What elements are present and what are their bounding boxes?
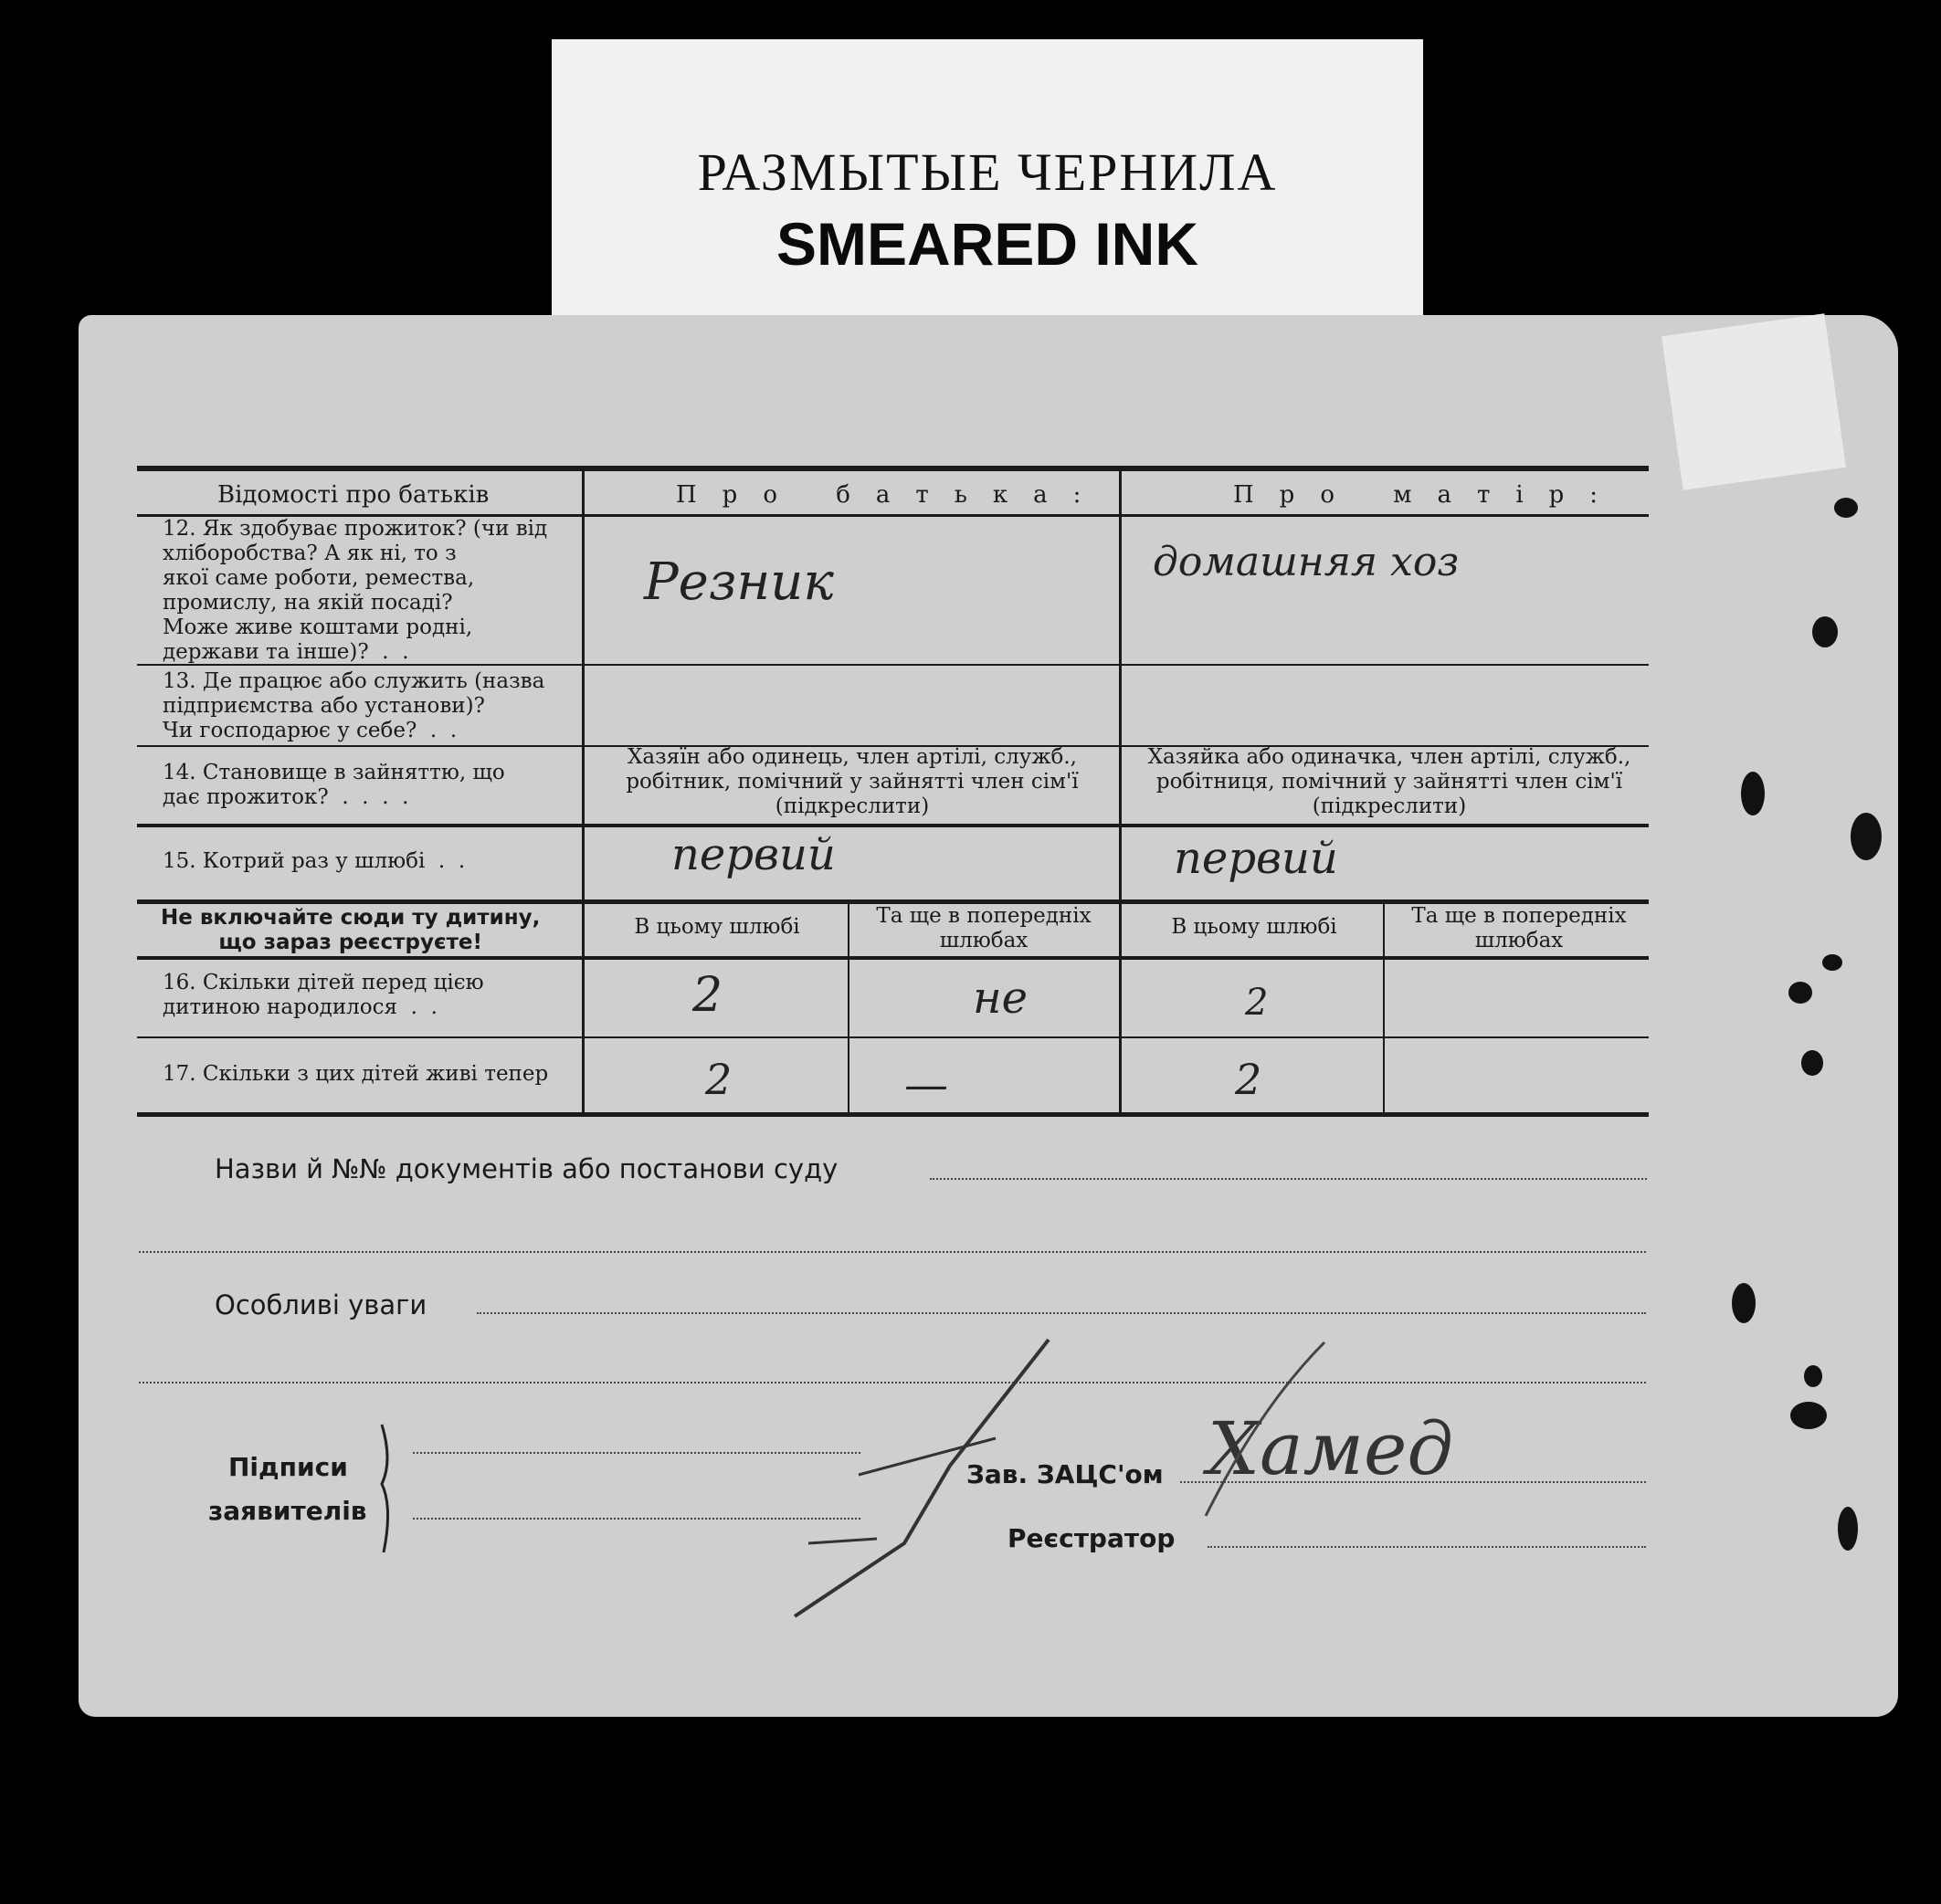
question-15: 15. Котрий раз у шлюбі . . bbox=[163, 849, 466, 873]
q16-father-this: 2 bbox=[692, 968, 723, 1023]
slash-stroke bbox=[859, 1438, 996, 1475]
q12-father-answer: Резник bbox=[644, 552, 834, 612]
head-label: Зав. ЗАЦС'ом bbox=[966, 1459, 1164, 1489]
signatures-label-1: Підписи bbox=[228, 1452, 348, 1482]
subheader-father-this-marriage: В цьому шлюбі bbox=[634, 915, 800, 939]
q17-father-this: 2 bbox=[705, 1055, 733, 1104]
question-14: 14. Становище в зайняттю, що дає прожиток? . . . . bbox=[163, 761, 505, 809]
question-17: 17. Скільки з цих дітей живі тепер bbox=[163, 1062, 549, 1086]
q16-father-previous: не bbox=[973, 973, 1029, 1024]
q15-mother-answer: первий bbox=[1174, 833, 1338, 884]
signatures-label-2: заявителів bbox=[208, 1496, 367, 1526]
remarks-label: Особливі уваги bbox=[215, 1289, 427, 1320]
label-russian: РАЗМЫТЫЕ ЧЕРНИЛА bbox=[697, 142, 1278, 202]
header-father: Про батька: bbox=[676, 481, 1107, 509]
question-12: 12. Як здобуває прожиток? (чи від хліборобства? А як ні, то з якої саме роботи, ремества, промислу, на якій посаді? Може живе коштами родні, держави та інше)? . . bbox=[163, 517, 548, 664]
header-parents-info: Відомості про батьків bbox=[217, 481, 490, 509]
q15-father-answer: первий bbox=[671, 829, 836, 880]
label-english: SMEARED INK bbox=[775, 210, 1199, 278]
header-mother: Про матір: bbox=[1233, 481, 1624, 509]
q12-mother-answer: домашняя хоз bbox=[1153, 539, 1460, 585]
q14-father-options: Хазяїн або одинець, член артілі, служб., робітник, помічний у зайнятті член сім'ї (підкреслити) bbox=[626, 745, 1079, 818]
cross-stroke bbox=[808, 1539, 877, 1543]
registrar-label: Реєстратор bbox=[1007, 1523, 1176, 1553]
q16-mother-this: 2 bbox=[1245, 982, 1269, 1024]
documents-label: Назви й №№ документів або постанови суду bbox=[215, 1153, 839, 1184]
q17-father-previous: — bbox=[904, 1059, 948, 1110]
head-signature: Хамед bbox=[1208, 1406, 1454, 1491]
q14-mother-options: Хазяйка або одиначка, член артілі, служб., робітниця, помічний у зайнятті член сім'ї (підкреслити) bbox=[1147, 745, 1631, 818]
question-13: 13. Де працює або служить (назва підприємства або установи)? Чи господарює у себе? . . bbox=[163, 669, 545, 742]
stamp-line-stroke bbox=[795, 1340, 1049, 1616]
brace-stroke bbox=[382, 1425, 388, 1552]
subheader-mother-this-marriage: В цьому шлюбі bbox=[1171, 915, 1337, 939]
exclusion-note: Не включайте сюди ту дитину, що зараз реєструєте! bbox=[161, 906, 541, 954]
subheader-mother-previous: Та ще в попередніх шлюбах bbox=[1411, 904, 1627, 952]
question-16: 16. Скільки дітей перед цією дитиною народилося . . bbox=[163, 971, 484, 1019]
q17-mother-this: 2 bbox=[1235, 1055, 1262, 1104]
subheader-father-previous: Та ще в попередніх шлюбах bbox=[876, 904, 1092, 952]
signature-flourish bbox=[1206, 1342, 1324, 1516]
